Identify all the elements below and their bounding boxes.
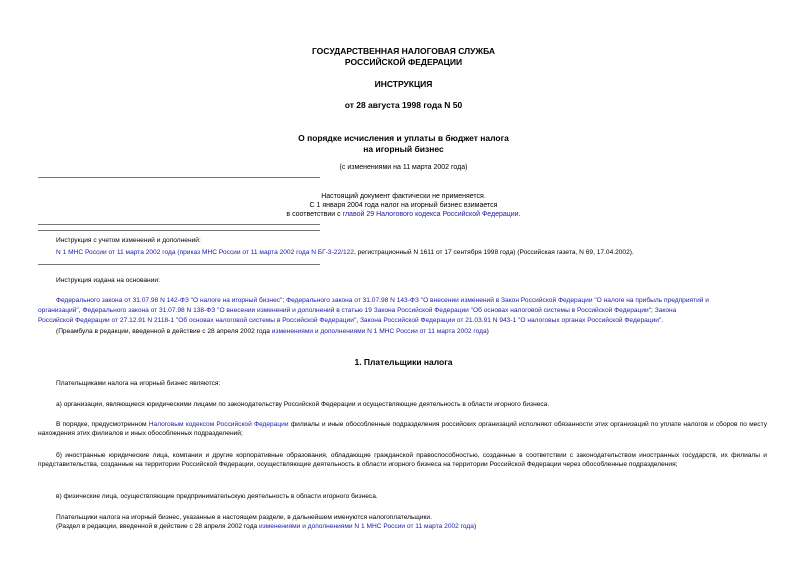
law-143-fz-link[interactable]: Федерального закона от 31.07.98 N 143-ФЗ "О внесении изменений в Закон Российской Федерации "О налоге на прибыль предприятий и bbox=[286, 297, 709, 304]
tax-code-link[interactable]: Налоговым кодексом Российской Федерации bbox=[148, 421, 289, 428]
preamble-note: (Преамбула в редакции, введенной в действие с 28 апреля 2002 года изменениями и дополнениями N 1 МНС России от 11 марта 2002 года) bbox=[56, 328, 489, 335]
section-1-closing: Плательщики налога на игорный бизнес, указанные в настоящем разделе, в дальнейшем именуются налогоплательщики. bbox=[56, 514, 432, 521]
divider bbox=[38, 230, 320, 231]
amendments-note: (с изменениями на 11 марта 2002 года) bbox=[339, 164, 468, 171]
basis-line1: Федерального закона от 31.07.98 N 142-ФЗ "О налоге на игорный бизнес"; Федерального закона от 31.07.98 N 143-ФЗ "О внесении изменений в Закон Российской Федерации "О налоге на прибыль предприятий и bbox=[56, 297, 709, 304]
law-143-fz-link-cont[interactable]: организаций" bbox=[38, 307, 79, 314]
divider bbox=[38, 224, 320, 225]
doc-date: от 28 августа 1998 года N 50 bbox=[344, 100, 463, 110]
agency-line2: РОССИЙСКОЙ ФЕДЕРАЦИИ bbox=[344, 57, 463, 67]
item-order: В порядке, предусмотренном Налоговым кодексом Российской Федерации филиалы и иные обособленные подразделения российских организаций исполняют обязанности этих организаций по уплате налогов и сборов по месту нахождения этих филиалов и иных обособленных подразделений; bbox=[38, 421, 767, 438]
notice-line2: С 1 января 2004 года налог на игорный бизнес взимается bbox=[309, 202, 498, 209]
order-link[interactable]: (приказ МНС России от 11 марта 2002 года N БГ-3-22/122 bbox=[177, 249, 354, 256]
agency-line1: ГОСУДАРСТВЕННАЯ НАЛОГОВАЯ СЛУЖБА bbox=[311, 46, 496, 56]
item-v: в) физические лица, осуществляющие предпринимательскую деятельность в области игорного бизнеса. bbox=[56, 493, 378, 500]
basis-line2: организаций", Федерального закона от 31.07.98 N 138-ФЗ "О внесении изменений и дополнений в статью 19 Закона Российской Федерации "Об основах налоговой системы в Российской Федерации"; Закона bbox=[38, 307, 677, 314]
tax-code-chapter-29-link[interactable]: главой 29 Налогового кодекса Российской Федерации bbox=[342, 211, 519, 218]
divider bbox=[38, 264, 320, 265]
amendment-link[interactable]: N 1 МНС России от 11 марта 2002 года bbox=[56, 249, 176, 256]
doc-type-heading: ИНСТРУКЦИЯ bbox=[374, 79, 433, 89]
item-a: а) организации, являющиеся юридическими лицами по законодательству Российской Федерации и осуществляющие деятельность в области игорного бизнеса. bbox=[56, 401, 550, 408]
doc-subject-line1: О порядке исчисления и уплаты в бюджет налога bbox=[298, 133, 509, 143]
doc-subject-line2: на игорный бизнес bbox=[363, 144, 444, 154]
law-142-fz-link[interactable]: Федерального закона от 31.07.98 N 142-ФЗ "О налоге на игорный бизнес" bbox=[56, 297, 283, 304]
section-1-intro: Плательщиками налога на игорный бизнес являются: bbox=[56, 380, 221, 387]
notice-line1: Настоящий документ фактически не применяется. bbox=[321, 193, 486, 200]
amendments-n1-link[interactable]: изменениями и дополнениями N 1 МНС России от 11 марта 2002 года bbox=[271, 328, 487, 335]
law-2118-1-link[interactable]: Закона bbox=[654, 307, 677, 314]
law-2118-1-link-cont[interactable]: Российской Федерации от 27.12.91 N 2118-1 "Об основах налоговой системы в Российской Федерации" bbox=[38, 317, 357, 324]
law-138-fz-link[interactable]: Федерального закона от 31.07.98 N 138-ФЗ "О внесении изменений и дополнений в статью 19 Закона Российской Федерации "Об основах налоговой системы в Российской Федерации" bbox=[82, 307, 652, 314]
section-1-note: (Раздел в редакции, введенной в действие с 28 апреля 2002 года изменениями и дополнениями N 1 МНС России от 11 марта 2002 года) bbox=[56, 523, 477, 530]
basis-label: Инструкция издана на основании: bbox=[56, 277, 160, 284]
amendments-n1-link-2[interactable]: изменениями и дополнениями N 1 МНС России от 11 марта 2002 года bbox=[259, 523, 474, 530]
section-1-title: 1. Плательщики налога bbox=[354, 357, 453, 367]
divider bbox=[38, 177, 320, 178]
law-943-1-link[interactable]: Закона Российской Федерации от 21.03.91 N 943-1 "О налоговых органах Российской Федерации" bbox=[359, 317, 662, 324]
item-b: б) иностранные юридические лица, компании и другие корпоративные образования, обладающие гражданской правоспособностью, созданные в соответствии с законодательством иностранных государств, их филиалы и представительства, созданные на территории Российской Федерации, осуществляющие деятельность в области игорного бизнеса на территории Российской Федерации через обособленные подразделения; bbox=[38, 452, 767, 469]
changes-label: Инструкция с учетом изменений и дополнений: bbox=[56, 237, 201, 244]
changes-line: N 1 МНС России от 11 марта 2002 года (приказ МНС России от 11 марта 2002 года N БГ-3-22/122, регистрационный N 1611 от 17 сентября 1998 года) (Российская газета, N 69, 17.04.2002). bbox=[56, 249, 634, 256]
basis-line3: Российской Федерации от 27.12.91 N 2118-1 "Об основах налоговой системы в Российской Федерации", Закона Российской Федерации от 21.03.91 N 943-1 "О налоговых органах Российской Федерации". bbox=[38, 317, 664, 324]
notice-line3: в соответствии с главой 29 Налогового кодекса Российской Федерации. bbox=[286, 211, 521, 218]
